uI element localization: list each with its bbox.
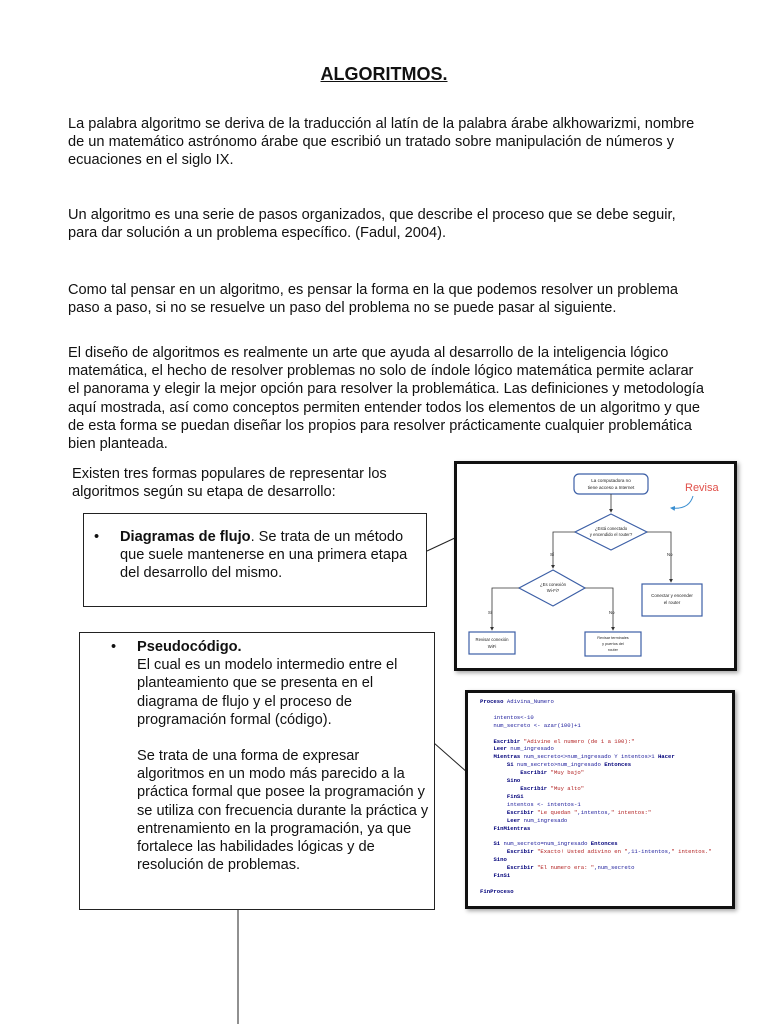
code-line: FinSi: [493, 871, 511, 879]
pseudocode-figure: [465, 690, 735, 909]
code-line: num_secreto <- azar(100)+1: [480, 721, 581, 729]
code-line: Escribir "Exacto! Usted adivino en ",11-intentos," intentos.": [506, 848, 712, 856]
pseudocode-info-box: [79, 632, 435, 910]
flowchart-figure: [454, 461, 737, 671]
yes-label-1: Sí: [550, 552, 555, 557]
start-label-1: La computadora no: [591, 478, 631, 483]
code-line: Escribir "Le quedan ",intentos," intentos:": [506, 808, 652, 816]
no-label-1: No: [667, 552, 673, 557]
paragraph-design: El diseño de algoritmos es realmente un arte que ayuda al desarrollo de la inteligencia lógico matemática, el hecho de resolver problemas no solo de índole lógico matemática permite aclarar el panorama y elegir la mejor opción para resolver la problemática. Las definiciones y metodología aquí mostrada, así como conceptos permiten entender todos los elementos de un algoritmo y que de esta forma se puedan diseñar los propios para resolver prácticamente cualquier problemática bien planteada.: [68, 345, 704, 453]
code-line: Escribir "Muy bajo": [520, 769, 585, 777]
code-line: intentos <- intentos-1: [506, 800, 581, 808]
paragraph-step-by-step: Como tal pensar en un algoritmo, es pensar la forma en la que podemos resolver un problema paso a paso, si no se resuelve un paso del problema no se puede pasar al siguiente.: [68, 282, 679, 317]
flowchart-description: . Se trata de un método que suele mantenerse en una primera etapa del desarrollo del mismo.: [120, 529, 408, 582]
pseudocode-description-2: Se trata de una forma de expresar algoritmos en un modo más parecido a la práctica formal que posee la programación y se utiliza con frecuencia durante la práctica y entrenamiento en la programación, ya que fortalece las habilidades lógicas y de resolución de problemas.: [137, 748, 429, 874]
decision-wifi-label-2: Wi-Fi?: [546, 588, 560, 593]
paragraph-definition: Un algoritmo es una serie de pasos organizados, que describe el proceso que se debe seguir, para dar solución a un problema específico. (Fadul, 2004).: [68, 207, 676, 242]
pseudocode-heading: Pseudocódigo.: [137, 639, 242, 655]
decision-router-label-1: ¿Está conectado: [594, 526, 628, 531]
code-line: Leer num_ingresado: [493, 745, 554, 753]
action-router-label-2: el router: [663, 600, 681, 605]
code-line: [480, 706, 730, 714]
action-wifi-label-2: WiFi: [487, 644, 497, 649]
no-label-2: No: [609, 610, 615, 615]
action-ports-label-1: Revisar terminales: [597, 636, 629, 640]
flowchart-diagram: [457, 464, 734, 668]
code-line: Sino: [493, 856, 507, 864]
revisa-arrow: [671, 496, 693, 508]
bullet-icon: •: [94, 529, 100, 545]
code-line: Escribir "Muy alto": [520, 784, 585, 792]
connector-line-flowchart: [427, 537, 457, 551]
code-line: FinProceso: [480, 887, 514, 895]
bullet-icon: •: [111, 639, 117, 655]
paragraph-forms-intro: Existen tres formas populares de representar los algoritmos según su etapa de desarrollo:: [72, 466, 387, 501]
connector-line-pseudocode: [434, 743, 468, 773]
code-line: Leer num_ingresado: [506, 816, 568, 824]
decision-router-label-2: y encendido el router?: [589, 532, 633, 537]
revisa-annotation: Revisa: [685, 482, 719, 494]
flowchart-heading: Diagramas de flujo: [120, 529, 251, 545]
pseudocode-description-1: El cual es un modelo intermedio entre el planteamiento que se presenta en el diagrama de flujo y el proceso de programación formal (código).: [137, 657, 398, 728]
start-node: [574, 474, 648, 494]
code-line: FinMientras: [493, 824, 531, 832]
code-line: Escribir "El numero era: ",num_secreto: [506, 864, 635, 872]
start-label-2: tiene acceso a Internet: [587, 485, 635, 490]
code-line: Proceso Adivina_Numero: [480, 698, 554, 705]
action-router-label-1: Conectar y encender: [651, 593, 693, 598]
yes-label-2: Sí: [488, 610, 493, 615]
code-line: [480, 730, 730, 738]
action-wifi-node: [469, 632, 515, 654]
code-line: Si num_secreto>num_ingresado Entonces: [506, 761, 632, 769]
code-line: [480, 832, 730, 840]
action-wifi-label-1: Revisar conexión: [475, 637, 509, 642]
paragraph-origin: La palabra algoritmo se deriva de la traducción al latín de la palabra árabe alkhowarizmi, nombre de un matemático astrónomo árabe que escribió un tratado sobre manipulación de números y ecuaciones en el siglo IX.: [68, 116, 695, 169]
pseudocode-listing: [480, 698, 730, 896]
code-line: intentos<-10: [493, 713, 534, 721]
decision-wifi-label-1: ¿Es conexión: [539, 582, 567, 587]
code-line: Si num_secreto=num_ingresado Entonces: [493, 840, 618, 848]
action-ports-label-2: y puertos del: [602, 642, 624, 646]
code-line: FinSi: [506, 792, 524, 800]
action-ports-label-3: router: [608, 648, 618, 652]
flowchart-info-box: [83, 513, 427, 607]
code-line: Mientras num_secreto<>num_ingresado Y intentos>1 Hacer: [493, 753, 675, 761]
code-line: Escribir "Adivine el numero (de 1 a 100):": [493, 737, 635, 745]
code-line: Sino: [506, 777, 521, 785]
code-line: [480, 880, 730, 888]
page-title: ALGORITMOS.: [320, 64, 448, 84]
